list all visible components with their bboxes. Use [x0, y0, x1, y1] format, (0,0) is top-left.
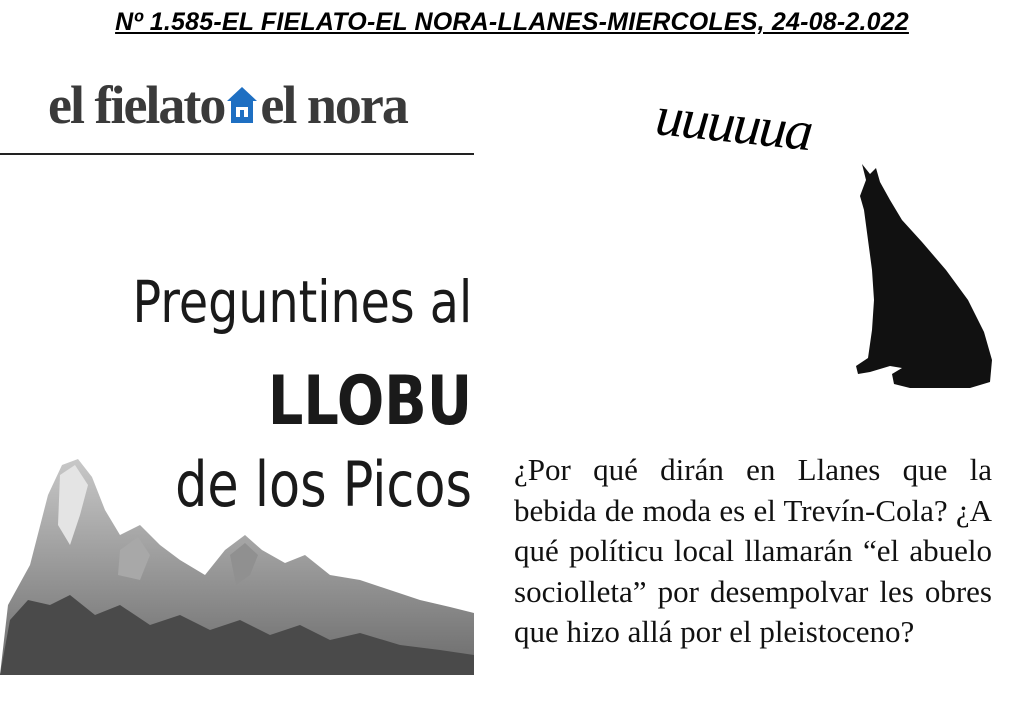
title-line-1: Preguntines al	[132, 268, 472, 336]
title-line-2: LLOBU	[267, 362, 472, 441]
question-paragraph: ¿Por qué dirán en Llanes que la bebida de moda es el Trevín-Cola? ¿A qué políticu local llamarán “el abuelo sociolleta” por desempolvar les obres que hizo allá por el pleistoceno?	[514, 452, 992, 649]
page-header: Nº 1.585-EL FIELATO-EL NORA-LLANES-MIERCOLES, 24-08-2.022	[115, 8, 909, 36]
newspaper-logo	[48, 74, 407, 136]
howl-text: uuuuua	[652, 85, 815, 164]
howling-wolf-icon	[850, 160, 995, 392]
house-icon	[225, 85, 259, 125]
logo-right-text: el nora	[260, 75, 407, 135]
title-line-3: de los Picos	[175, 448, 472, 521]
logo-left-text: el fielato	[48, 75, 225, 135]
mountain-illustration	[0, 455, 474, 675]
logo-divider	[0, 153, 474, 155]
